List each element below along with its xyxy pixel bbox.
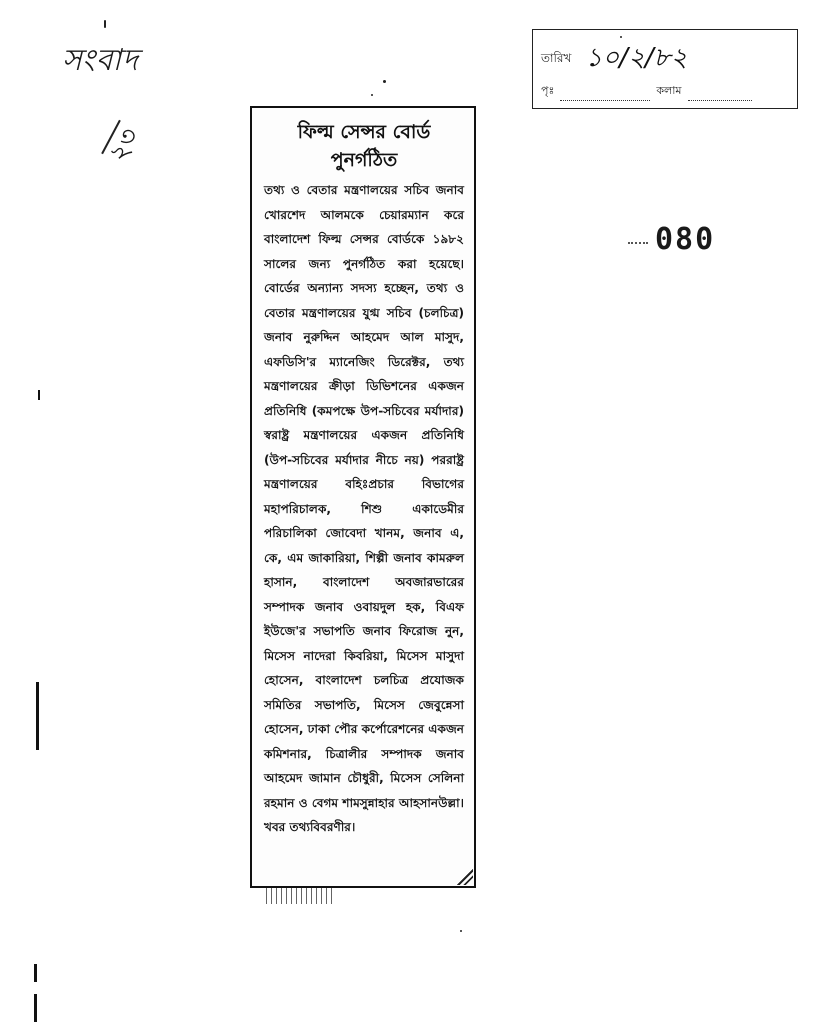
scan-speck bbox=[371, 94, 373, 96]
scan-speck bbox=[383, 80, 386, 83]
scan-speck bbox=[620, 36, 622, 38]
date-value-handwritten: ১০/২/৮২ bbox=[585, 43, 688, 73]
clipping-corner-mark bbox=[457, 869, 473, 885]
date-stamp-box bbox=[532, 29, 798, 109]
scan-speck bbox=[460, 930, 462, 932]
headline-line-1: ফিল্ম সেন্সর বোর্ড bbox=[297, 121, 431, 143]
ref-dots bbox=[628, 242, 648, 244]
page-label: পৃঃ bbox=[541, 84, 555, 97]
column-label: কলাম bbox=[656, 84, 682, 97]
column-dotted-line bbox=[688, 92, 752, 101]
scan-speck bbox=[104, 20, 106, 28]
newspaper-clipping bbox=[250, 106, 476, 888]
clipping-body-text: তথ্য ও বেতার মন্ত্রণালয়ের সচিব জনাব খোরশেদ আলমকে চেয়ারম্যান করে বাংলাদেশ ফিল্ম সেন্সর বোর্ডকে ১৯৮২ সালের জন্য পুনর্গঠিত করা হয়েছে। বোর্ডের অন্যান্য সদস্য হচ্ছেন, তথ্য ও বেতার মন্ত্রণালয়ের যুগ্ম সচিব (চলচিত্র) জনাব নুরুদ্দিন আহমেদ আল মাসুদ, এফডিসি'র ম্যানেজিং ডিরেক্টর, তথ্য মন্ত্রণালয়ের ক্রীড়া ডিভিশনের একজন প্রতিনিধি (কমপক্ষে উপ-সচিবের মর্যাদার) স্বরাষ্ট্র মন্ত্রণালয়ের একজন প্রতিনিধি (উপ-সচিবের মর্যাদার নীচে নয়) পররাষ্ট্র মন্ত্রণালয়ের বহিঃপ্রচার বিভাগের মহাপরিচালক, শিশু একাডেমীর পরিচালিকা জোবেদা খানম, জনাব এ, কে, এম জাকারিয়া, শিল্পী জনাব কামরুল হাসান, বাংলাদেশ অবজারভারের সম্পাদক জনাব ওবায়দুল হক, বিএফ ইউজে'র সভাপতি জনাব ফিরোজ নুন, মিসেস নাদেরা কিবরিয়া, মিসেস মাসুদা হোসেন, বাংলাদেশ চলচিত্র প্রযোজক সমিতির সভাপতি, মিসেস জেবুন্নেসা হোসেন, ঢাকা পৌর কর্পোরেশনের একজন কমিশনার, চিত্রালীর সম্পাদক জনাব আহমেদ জামান চৌধুরী, মিসেস সেলিনা রহমান ও বেগম শামসুন্নাহার আহসানউল্লা। খবর তথ্যবিবরণীর। bbox=[264, 183, 464, 834]
headline-line-2: পুনর্গঠিত bbox=[330, 149, 398, 171]
date-label: তারিখ bbox=[541, 51, 572, 65]
scan-edge-mark bbox=[38, 390, 40, 400]
reference-number: 080 bbox=[655, 222, 716, 257]
scan-edge-mark bbox=[34, 964, 37, 982]
clipping-headline bbox=[264, 118, 464, 174]
clipping-torn-edge bbox=[266, 888, 336, 904]
date-row bbox=[541, 43, 688, 73]
newspaper-name-handwritten: সংবাদ bbox=[62, 43, 139, 78]
scan-edge-mark bbox=[36, 682, 39, 750]
page-dotted-line bbox=[560, 92, 650, 101]
page-column-row bbox=[541, 82, 752, 101]
scan-edge-mark bbox=[34, 994, 37, 1022]
page-number-handwritten: ২৩ bbox=[103, 122, 146, 167]
